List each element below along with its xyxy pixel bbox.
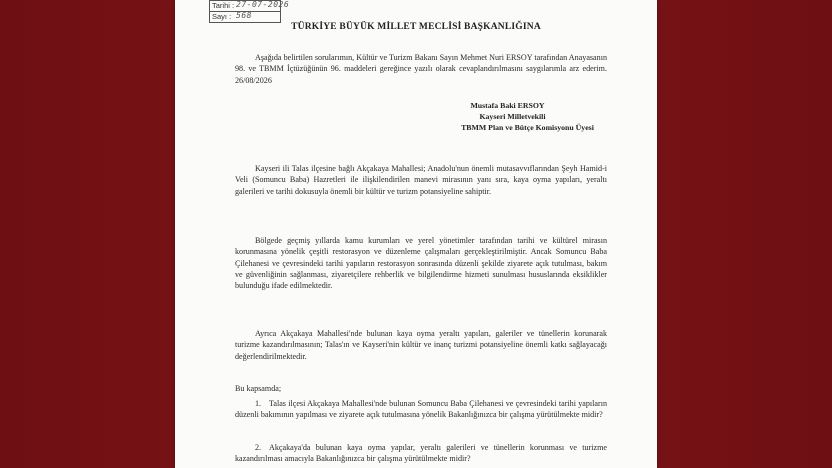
signature-constituency: Kayseri Milletvekili — [479, 112, 546, 121]
question-number: 2. — [255, 443, 262, 452]
document-heading: TÜRKİYE BÜYÜK MİLLET MECLİSİ BAŞKANLIĞINA — [291, 22, 541, 32]
paragraph-text: Kayseri ili Talas ilçesine bağlı Akçakaya Mahallesi; Anadolu'nun önemli mutasavvıflarından Şeyh Hamid-i Veli (Somuncu Baba) Hazretleri ile ilişkilendirilen manevi mirasının yanı sıra, kaya oyma yapıları, yeraltı galerileri ve tarihi dokusuyla önemli bir kültür ve turizm potansiyeline sahiptir. — [235, 164, 607, 196]
question-item — [235, 398, 607, 421]
document-page — [175, 0, 657, 468]
question-item — [235, 442, 607, 465]
stamp-date-value: 27-07-2026 — [236, 0, 290, 9]
signature-block — [405, 100, 610, 133]
question-text: Talas ilçesi Akçakaya Mahallesi'nde bulunan Somuncu Baba Çilehanesi ve çevresindeki tarihi yapıların düzenli bakımının yapılması ve ziyarete açık tutulmasına yönelik Bakanlığınızca bir çalışma yürütülmekte midir? — [235, 399, 607, 420]
question-text: Akçakaya'da bulunan kaya oyma yapılar, yeraltı galerileri ve tünellerin korunması ve turizme kazandırılması amacıyla Bakanlığınızca bir çalışma yürütülmekte midir? — [235, 443, 607, 464]
stamp-number-label: Sayı : — [212, 12, 232, 21]
body-paragraph — [235, 328, 607, 362]
stamp-number-value: 568 — [236, 11, 252, 20]
signature-name: Mustafa Baki ERSOY — [470, 101, 545, 110]
intro-text: Aşağıda belirtilen sorularımın, Kültür ve Turizm Bakanı Sayın Mehmet Nuri ERSOY tarafından Anayasanın 98. ve TBMM İçtüzüğünün 96. maddeleri gereğince yazılı olarak cevaplandırılmasını saygılarımla arz ederim. 26/08/2026 — [235, 53, 607, 85]
registry-stamp — [209, 0, 290, 23]
stamp-date-label: Tarihi : — [212, 1, 235, 10]
body-paragraph — [235, 235, 607, 291]
paragraph-text: Bölgede geçmiş yıllarda kamu kurumları ve yerel yönetimler tarafından tarihi ve kültürel mirasın korunmasına yönelik çeşitli restorasyon ve düzenleme çalışmaları gerçekleştirilmiştir. Ancak Somuncu Baba Çilehanesi ve çevresindeki tarihi yapıların restorasyon sonrasında düzenli şekilde ziyarete açık tutulması, bakım ve güvenliğinin sağlanması, ziyaretçilere rehberlik ve bilgilendirme hizmeti sunulması hususlarında eksiklikler bulunduğu ifade edilmektedir. — [235, 236, 607, 291]
body-paragraph — [235, 163, 607, 197]
signature-committee: TBMM Plan ve Bütçe Komisyonu Üyesi — [461, 123, 594, 132]
question-number: 1. — [255, 399, 262, 408]
questions-intro: Bu kapsamda; — [235, 384, 282, 393]
intro-paragraph — [235, 52, 607, 86]
paragraph-text: Ayrıca Akçakaya Mahallesi'nde bulunan kaya oyma yeraltı yapıları, galeriler ve tünellerin korunarak turizme kazandırılmasının; Talas'ın ve Kayseri'nin kültür ve inanç turizmi potansiyeline önemli katkı sağlayacağı değerlendirilmektedir. — [235, 329, 607, 361]
